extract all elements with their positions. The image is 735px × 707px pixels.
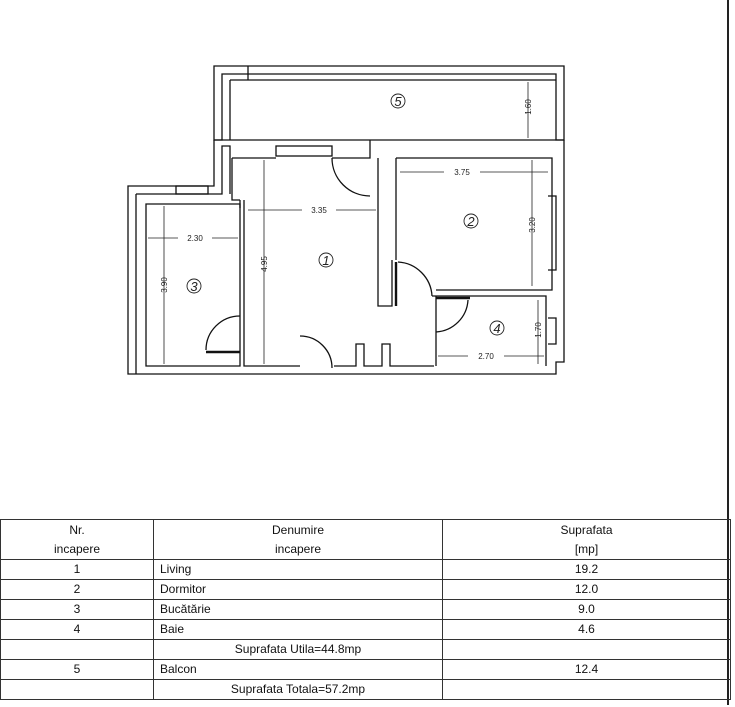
header-name-line1: Denumire (271, 522, 325, 537)
row-nr: 2 (1, 580, 154, 600)
header-name-line2: incapere (274, 541, 322, 556)
header-area (443, 520, 731, 560)
room-number-4: 4 (493, 321, 501, 336)
table-row (1, 600, 731, 620)
room-number-1: 1 (322, 253, 330, 268)
table-row (1, 620, 731, 640)
row-area: 12.0 (443, 580, 731, 600)
balcony-wall (214, 66, 564, 140)
header-nr-line1: Nr. (69, 522, 85, 537)
row-name: Bucătărie (154, 600, 443, 620)
grand-total-empty (1, 680, 154, 700)
row-nr: 1 (1, 560, 154, 580)
exterior-wall (128, 140, 564, 374)
usable-total-empty-area (443, 640, 731, 660)
table-row (1, 580, 731, 600)
row-name: Baie (154, 620, 443, 640)
dim-kitchen-width: 2.30 (187, 234, 203, 243)
row-name: Balcon (154, 660, 443, 680)
row-name: Living (154, 560, 443, 580)
dim-bathroom-width: 2.70 (478, 352, 494, 361)
row-area: 19.2 (443, 560, 731, 580)
grand-total-row (1, 680, 731, 700)
dim-living-width: 3.35 (311, 206, 327, 215)
dim-balcony-depth: 1.60 (524, 99, 533, 115)
dim-bedroom-width: 3.75 (454, 168, 470, 177)
dim-kitchen-depth: 3.90 (160, 277, 169, 293)
row-name: Dormitor (154, 580, 443, 600)
header-area-line2: [mp] (574, 541, 599, 556)
grand-total-label: Suprafata Totala=57.2mp (154, 680, 443, 700)
table-row (1, 560, 731, 580)
grand-total-empty-area (443, 680, 731, 700)
room-number-2: 2 (467, 214, 475, 229)
row-nr: 4 (1, 620, 154, 640)
room-area-table (0, 519, 731, 700)
header-name (154, 520, 443, 560)
usable-total-row (1, 640, 731, 660)
row-nr: 5 (1, 660, 154, 680)
dim-bathroom-depth: 1.70 (534, 322, 543, 338)
row-area: 12.4 (443, 660, 731, 680)
header-nr (1, 520, 154, 560)
row-area: 9.0 (443, 600, 731, 620)
room-number-3: 3 (190, 279, 198, 294)
table-header-row (1, 520, 731, 560)
usable-total-empty (1, 640, 154, 660)
bedroom-walls (378, 158, 552, 366)
usable-total-label: Suprafata Utila=44.8mp (154, 640, 443, 660)
row-area: 4.6 (443, 620, 731, 640)
living-walls (232, 140, 434, 366)
room-number-5: 5 (394, 94, 402, 109)
door-arc (332, 158, 370, 196)
row-nr: 3 (1, 600, 154, 620)
dim-living-depth: 4.95 (260, 256, 269, 272)
dim-bedroom-depth: 3.20 (528, 217, 537, 233)
table-row (1, 660, 731, 680)
header-nr-line2: incapere (53, 541, 101, 556)
header-area-line1: Suprafata (560, 522, 613, 537)
